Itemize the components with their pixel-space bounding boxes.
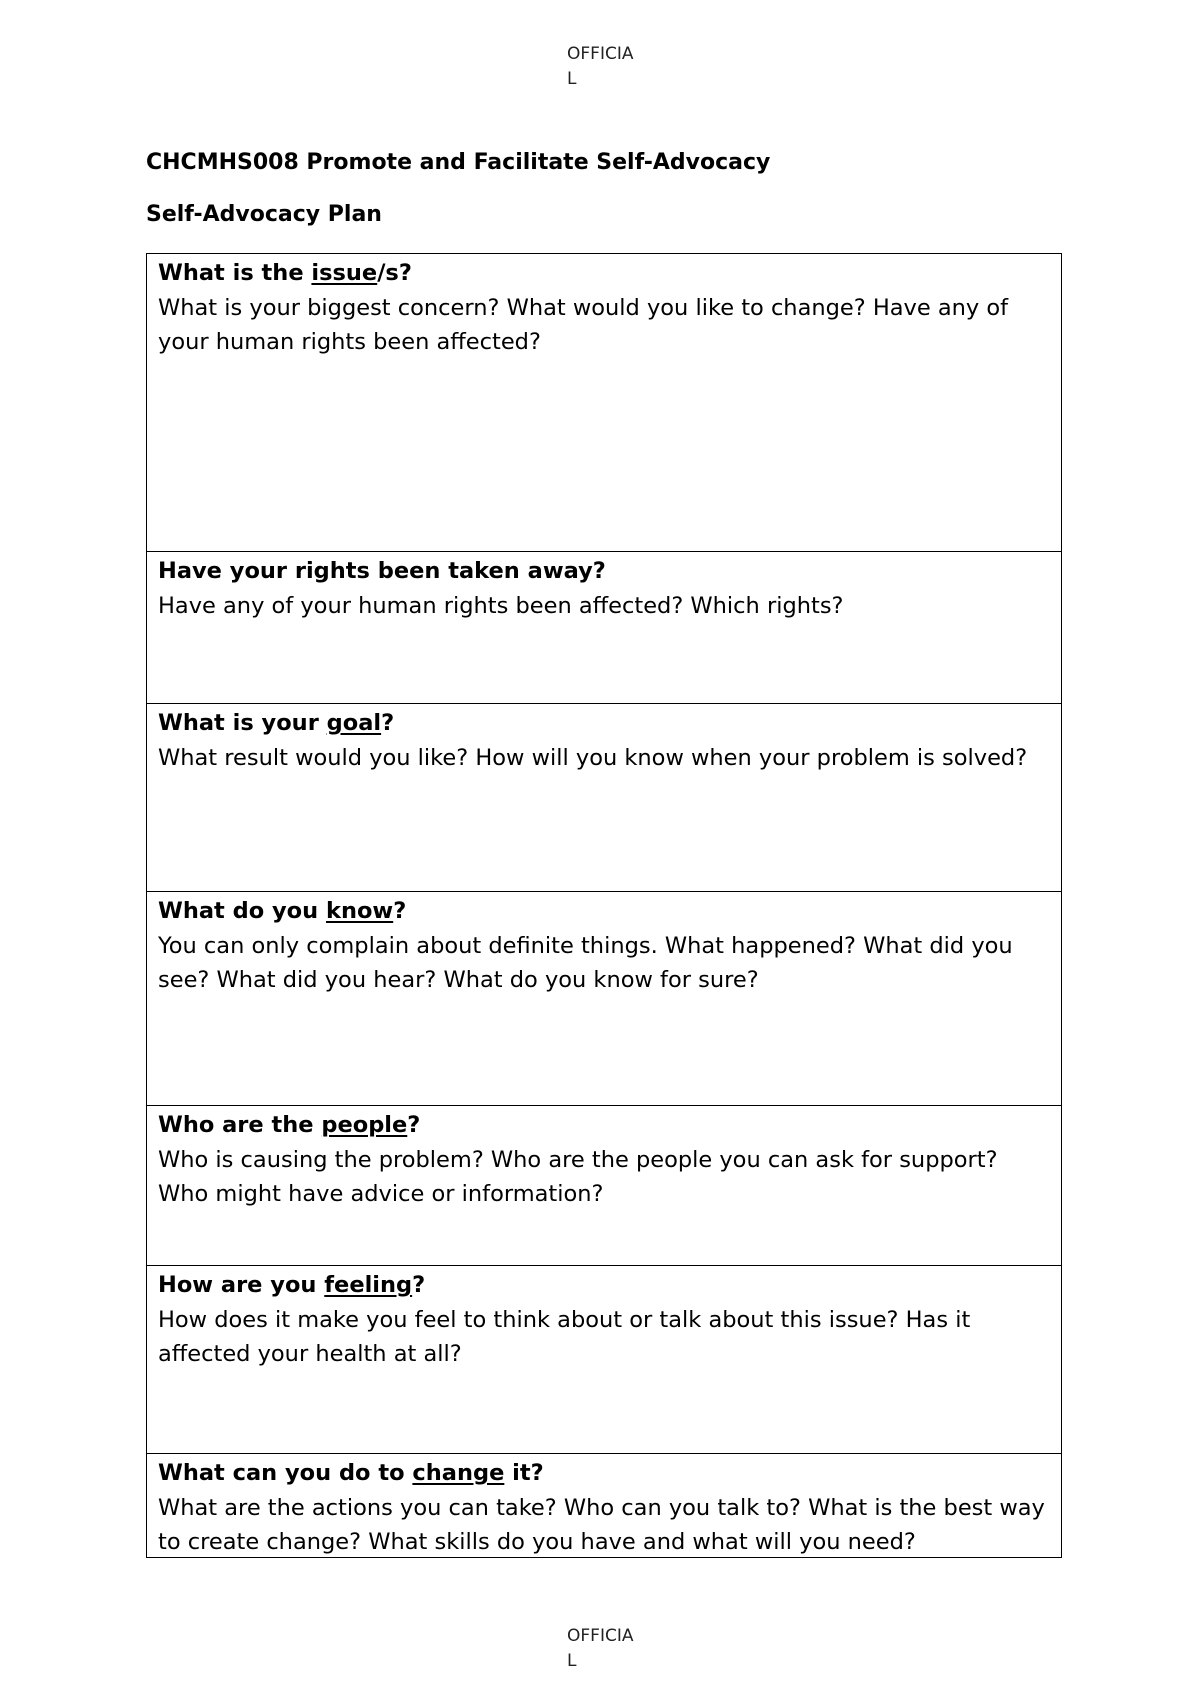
plan-row-issue[interactable] xyxy=(147,254,1061,551)
row-prompt: What is your biggest concern? What would you like to change? Have any of your human rights been affected? xyxy=(158,294,1009,355)
row-prompt: You can only complain about definite things. What happened? What did you see? What did you hear? What do you know for sure? xyxy=(158,932,1013,993)
plan-row-feeling[interactable] xyxy=(147,1265,1061,1453)
document-title: CHCMHS008 Promote and Facilitate Self-Advocacy xyxy=(146,150,771,175)
row-heading-keyword: know xyxy=(325,898,394,924)
row-heading: What is your goal? xyxy=(158,710,395,736)
plan-row-people[interactable] xyxy=(147,1105,1061,1265)
plan-row-know[interactable] xyxy=(147,891,1061,1105)
security-marking-footer xyxy=(567,1624,637,1674)
row-heading: How are you feeling? xyxy=(158,1272,426,1298)
security-marking-line-2: L xyxy=(567,69,577,89)
row-heading: Have your rights been taken away? xyxy=(158,558,606,584)
self-advocacy-plan-table xyxy=(146,253,1062,1558)
row-prompt: What result would you like? How will you know when your problem is solved? xyxy=(158,744,1028,771)
row-heading-keyword: feeling xyxy=(324,1272,413,1298)
row-heading-keyword: goal xyxy=(326,710,382,736)
row-heading-keyword: people xyxy=(321,1112,408,1138)
row-heading: Who are the people? xyxy=(158,1112,421,1138)
plan-row-rights[interactable] xyxy=(147,551,1061,703)
security-marking-header xyxy=(567,42,637,92)
security-marking-line-2: L xyxy=(567,1651,577,1671)
row-heading-keyword: change xyxy=(412,1460,505,1486)
row-heading-keyword: issue xyxy=(311,260,378,286)
security-marking-line-1: OFFICIA xyxy=(567,44,634,64)
row-prompt: Have any of your human rights been affected? Which rights? xyxy=(158,592,844,619)
plan-row-change[interactable] xyxy=(147,1453,1061,1557)
row-prompt: What are the actions you can take? Who can you talk to? What is the best way to create change? What skills do you have and what will you need? xyxy=(158,1494,1045,1555)
security-marking-line-1: OFFICIA xyxy=(567,1626,634,1646)
row-heading: What can you do to change it? xyxy=(158,1460,544,1486)
row-heading: What is the issue/s? xyxy=(158,260,412,286)
document-subtitle: Self-Advocacy Plan xyxy=(146,202,382,227)
row-prompt: Who is causing the problem? Who are the people you can ask for support? Who might have advice or information? xyxy=(158,1146,998,1207)
row-heading: What do you know? xyxy=(158,898,407,924)
row-prompt: How does it make you feel to think about or talk about this issue? Has it affected your health at all? xyxy=(158,1306,971,1367)
plan-row-goal[interactable] xyxy=(147,703,1061,891)
